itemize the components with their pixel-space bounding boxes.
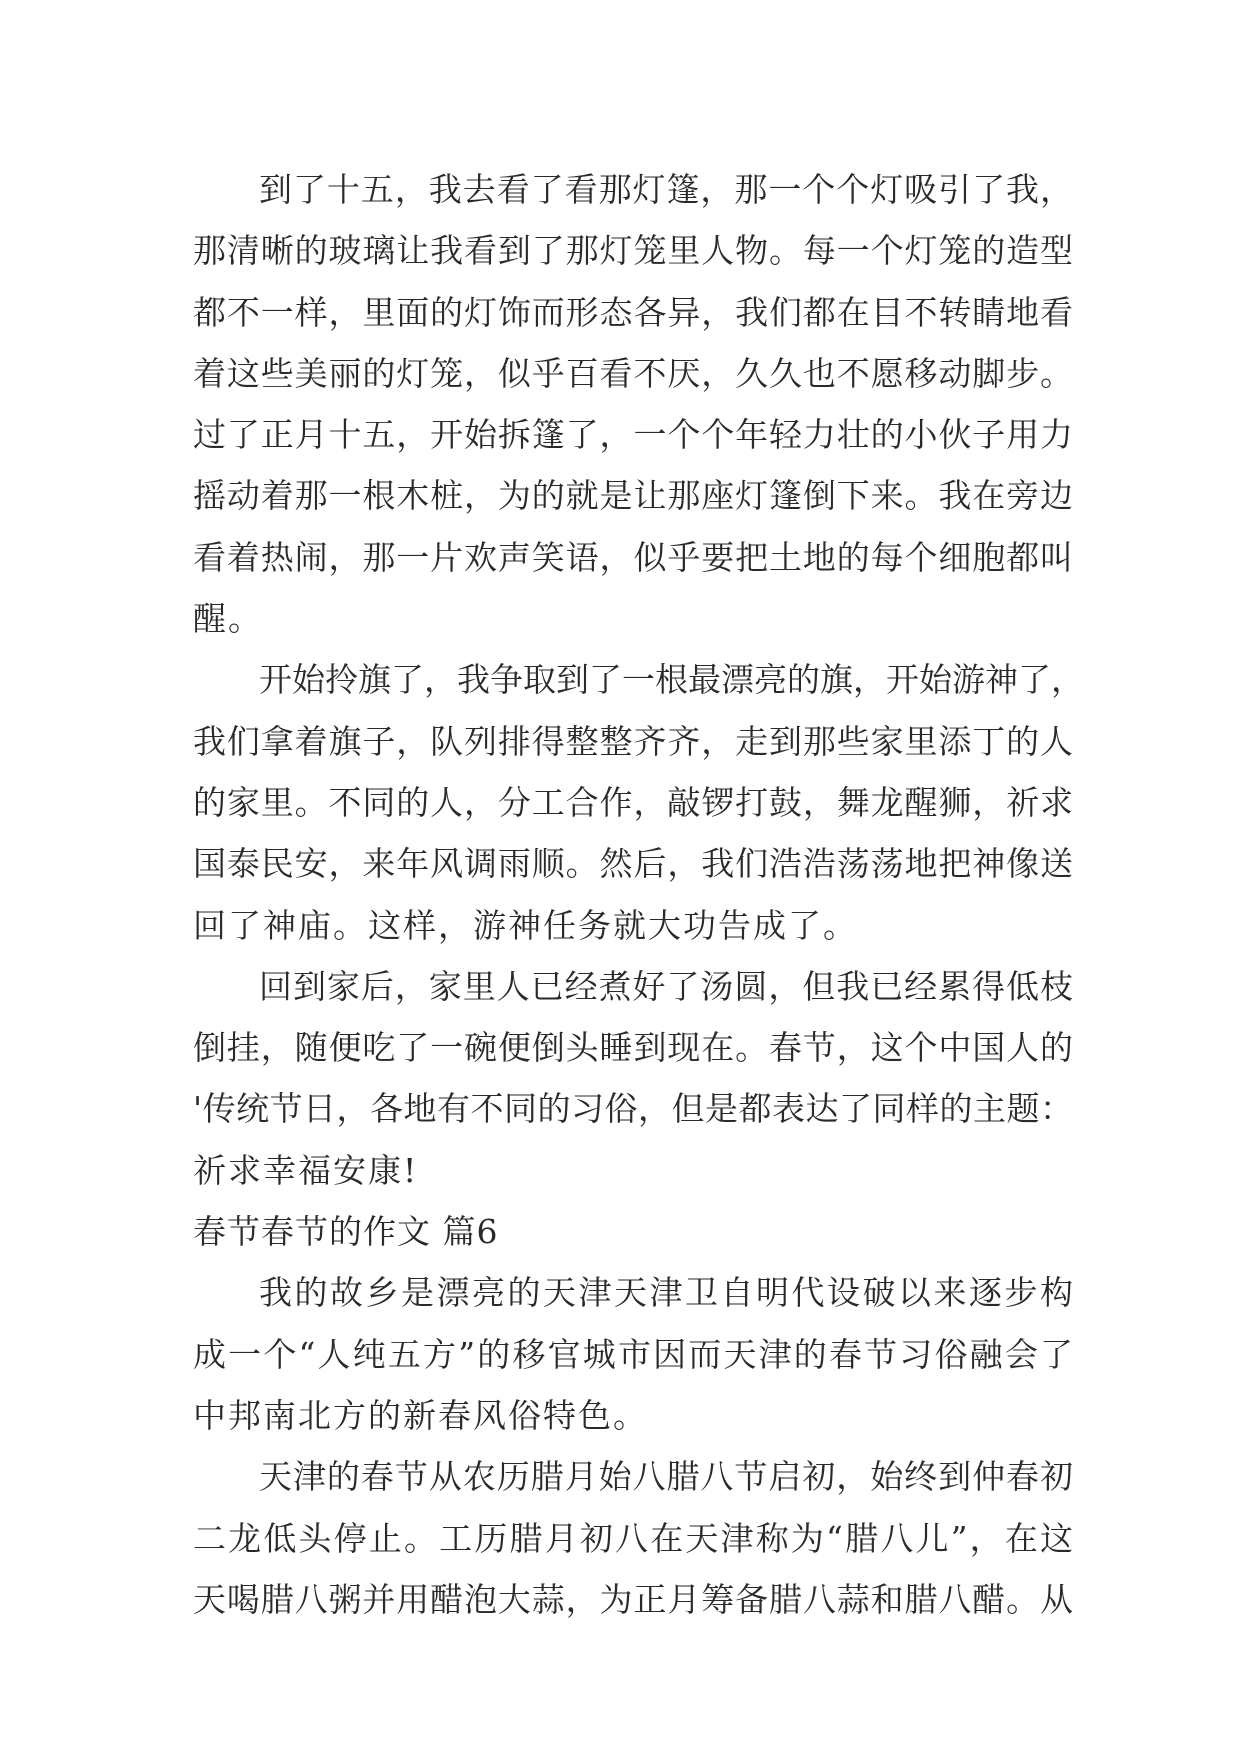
text-line: 天津的春节从农历腊月始八腊八节启初，始终到仲春初 xyxy=(259,1457,1073,1497)
text-line: 的家里。不同的人，分工合作，敲锣打鼓，舞龙醒狮，祈求 xyxy=(193,782,1073,822)
text-line: 回到家后，家里人已经煮好了汤圆，但我已经累得低枝 xyxy=(259,966,1073,1006)
text-line: 醒。 xyxy=(193,599,263,639)
text-line: 中邦南北方的新春风俗特色。 xyxy=(193,1395,648,1435)
text-line: 祈求幸福安康! xyxy=(193,1150,419,1190)
text-line: 那清晰的玻璃让我看到了那灯笼里人物。每一个灯笼的造型 xyxy=(193,231,1073,271)
text-line: 都不一样，里面的灯饰而形态各异，我们都在目不转睛地看 xyxy=(193,292,1073,332)
text-line: '传统节日，各地有不同的习俗，但是都表达了同样的主题： xyxy=(193,1089,1073,1129)
section-heading: 春节春节的作文 篇6 xyxy=(193,1212,499,1252)
text-line: 倒挂，随便吃了一碗便倒头睡到现在。春节，这个中国人的 xyxy=(193,1028,1073,1068)
paragraph xyxy=(193,649,1084,955)
paragraph xyxy=(193,1446,1073,1630)
paragraph xyxy=(193,159,1073,649)
text-line: 我们拿着旗子，队列排得整整齐齐，走到那些家里添丁的人 xyxy=(193,721,1073,761)
text-line: 国泰民安，来年风调雨顺。然后，我们浩浩荡荡地把神像送 xyxy=(193,844,1073,884)
paragraph xyxy=(193,1262,1073,1446)
text-line: 看着热闹，那一片欢声笑语，似乎要把土地的每个细胞都叫 xyxy=(193,537,1073,577)
text-line: 过了正月十五，开始拆篷了，一个个年轻力壮的小伙子用力 xyxy=(193,415,1073,455)
text-line: 到了十五，我去看了看那灯篷，那一个个灯吸引了我， xyxy=(259,170,1073,209)
text-line: 摇动着那一根木桩，为的就是让那座灯篷倒下来。我在旁边 xyxy=(193,476,1073,516)
text-line: 开始拎旗了，我争取到了一根最漂亮的旗，开始游神了， xyxy=(259,660,1084,700)
text-line: 成一个“人纯五方”的移官城市因而天津的春节习俗融会了 xyxy=(193,1334,1073,1374)
text-line: 我的故乡是漂亮的天津天津卫自明代设破以来逐步构 xyxy=(259,1273,1073,1313)
text-line: 回了神庙。这样，游神任务就大功告成了。 xyxy=(193,905,858,945)
paragraph xyxy=(193,956,1073,1201)
text-line: 天喝腊八粥并用醋泡大蒜，为正月筹备腊八蒜和腊八醋。从 xyxy=(193,1579,1073,1619)
document-page xyxy=(193,159,1084,1630)
text-line: 着这些美丽的灯笼，似乎百看不厌，久久也不愿移动脚步。 xyxy=(193,353,1073,393)
text-line: 二龙低头停止。工历腊月初八在天津称为“腊八儿”，在这 xyxy=(193,1518,1073,1558)
